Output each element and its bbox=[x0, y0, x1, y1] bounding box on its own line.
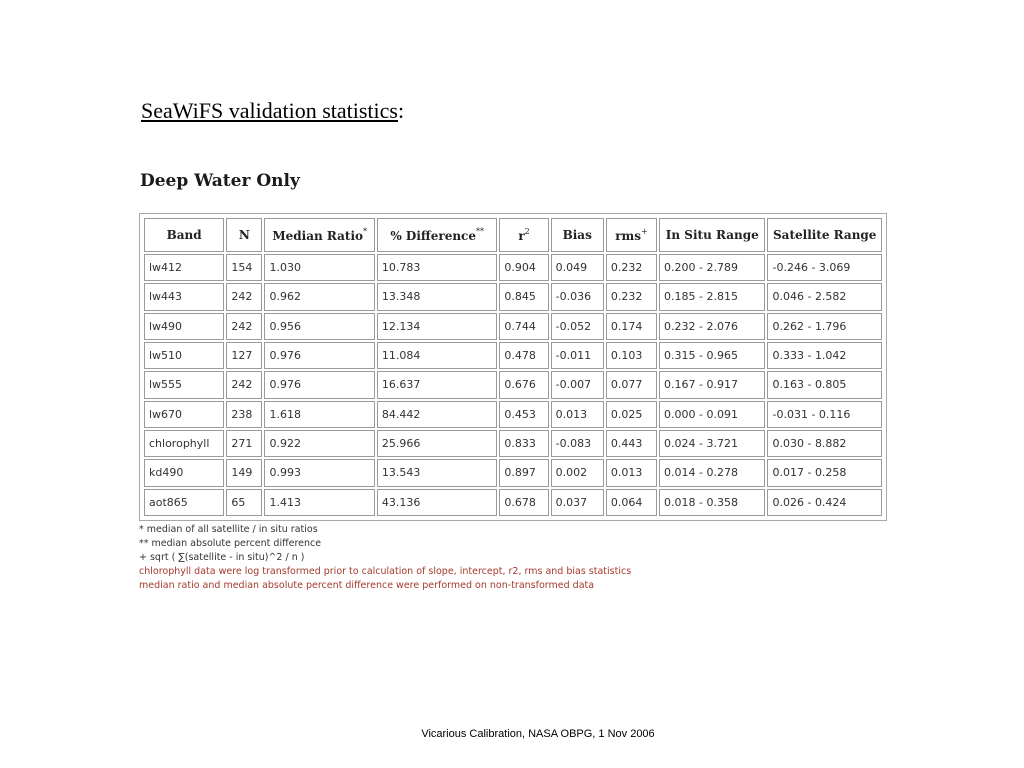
cell-in-situ-range: 0.200 - 2.789 bbox=[659, 254, 765, 281]
footnote-rms: + sqrt ( ∑(satellite - in situ)^2 / n ) bbox=[139, 552, 305, 563]
cell-band: aot865 bbox=[144, 489, 224, 516]
header-in-situ-range: In Situ Range bbox=[659, 218, 765, 252]
cell-n: 238 bbox=[226, 401, 262, 428]
cell-n: 242 bbox=[226, 313, 262, 340]
cell-r-squared: 0.678 bbox=[499, 489, 548, 516]
footnote-log-transform: chlorophyll data were log transformed prior to calculation of slope, intercept, r2, rms and bias statistics bbox=[139, 566, 632, 577]
cell-bias: -0.007 bbox=[551, 371, 604, 398]
cell-percent-difference: 43.136 bbox=[377, 489, 498, 516]
cell-median-ratio: 1.413 bbox=[264, 489, 374, 516]
cell-satellite-range: -0.246 - 3.069 bbox=[767, 254, 882, 281]
table-row bbox=[144, 254, 882, 281]
cell-n: 271 bbox=[226, 430, 262, 457]
header-percent-difference-sup: ** bbox=[476, 227, 484, 236]
footnote-non-transformed: median ratio and median absolute percent difference were performed on non-transformed data bbox=[139, 580, 595, 591]
cell-in-situ-range: 0.315 - 0.965 bbox=[659, 342, 765, 369]
cell-bias: 0.037 bbox=[551, 489, 604, 516]
cell-median-ratio: 0.922 bbox=[264, 430, 374, 457]
cell-r-squared: 0.676 bbox=[499, 371, 548, 398]
header-bias: Bias bbox=[551, 218, 604, 252]
cell-satellite-range: 0.262 - 1.796 bbox=[767, 313, 882, 340]
table-row bbox=[144, 283, 882, 310]
cell-percent-difference: 16.637 bbox=[377, 371, 498, 398]
cell-satellite-range: 0.030 - 8.882 bbox=[767, 430, 882, 457]
cell-in-situ-range: 0.000 - 0.091 bbox=[659, 401, 765, 428]
cell-median-ratio: 0.993 bbox=[264, 459, 374, 486]
cell-rms: 0.064 bbox=[606, 489, 657, 516]
cell-percent-difference: 13.348 bbox=[377, 283, 498, 310]
table-body bbox=[144, 254, 882, 516]
cell-percent-difference: 10.783 bbox=[377, 254, 498, 281]
cell-rms: 0.025 bbox=[606, 401, 657, 428]
cell-r-squared: 0.744 bbox=[499, 313, 548, 340]
cell-n: 127 bbox=[226, 342, 262, 369]
cell-r-squared: 0.453 bbox=[499, 401, 548, 428]
cell-n: 242 bbox=[226, 371, 262, 398]
cell-bias: -0.011 bbox=[551, 342, 604, 369]
statistics-table-frame bbox=[139, 213, 887, 521]
cell-band: lw510 bbox=[144, 342, 224, 369]
header-rms-sup: + bbox=[640, 227, 648, 236]
cell-satellite-range: -0.031 - 0.116 bbox=[767, 401, 882, 428]
cell-rms: 0.013 bbox=[606, 459, 657, 486]
cell-percent-difference: 11.084 bbox=[377, 342, 498, 369]
header-r-squared: $r^2$ bbox=[499, 218, 548, 252]
cell-bias: -0.083 bbox=[551, 430, 604, 457]
header-band: Band bbox=[144, 218, 224, 252]
cell-bias: 0.049 bbox=[551, 254, 604, 281]
cell-in-situ-range: 0.232 - 2.076 bbox=[659, 313, 765, 340]
section-heading: Deep Water Only bbox=[140, 171, 300, 191]
cell-median-ratio: 0.962 bbox=[264, 283, 374, 310]
cell-percent-difference: 25.966 bbox=[377, 430, 498, 457]
header-satellite-range: Satellite Range bbox=[767, 218, 882, 252]
cell-rms: 0.174 bbox=[606, 313, 657, 340]
footnote-percent-difference: ** median absolute percent difference bbox=[139, 538, 322, 549]
cell-n: 149 bbox=[226, 459, 262, 486]
header-r-squared-sup: 2 bbox=[524, 227, 530, 236]
cell-median-ratio: 0.976 bbox=[264, 342, 374, 369]
table-row bbox=[144, 342, 882, 369]
cell-n: 65 bbox=[226, 489, 262, 516]
cell-band: lw555 bbox=[144, 371, 224, 398]
table-row bbox=[144, 371, 882, 398]
table-row bbox=[144, 459, 882, 486]
cell-r-squared: 0.833 bbox=[499, 430, 548, 457]
table-row bbox=[144, 313, 882, 340]
cell-n: 154 bbox=[226, 254, 262, 281]
slide-title-colon: : bbox=[398, 98, 405, 123]
table-row bbox=[144, 401, 882, 428]
slide-title-text: SeaWiFS validation statistics bbox=[141, 98, 398, 123]
cell-rms: 0.232 bbox=[606, 254, 657, 281]
cell-in-situ-range: 0.167 - 0.917 bbox=[659, 371, 765, 398]
table-row bbox=[144, 489, 882, 516]
slide-footer: Vicarious Calibration, NASA OBPG, 1 Nov 2006 bbox=[421, 728, 655, 740]
cell-in-situ-range: 0.024 - 3.721 bbox=[659, 430, 765, 457]
cell-r-squared: 0.845 bbox=[499, 283, 548, 310]
cell-r-squared: 0.478 bbox=[499, 342, 548, 369]
cell-satellite-range: 0.026 - 0.424 bbox=[767, 489, 882, 516]
cell-r-squared: 0.904 bbox=[499, 254, 548, 281]
table-row bbox=[144, 430, 882, 457]
footnotes bbox=[139, 523, 631, 593]
cell-r-squared: 0.897 bbox=[499, 459, 548, 486]
cell-rms: 0.077 bbox=[606, 371, 657, 398]
header-median-ratio-sup: * bbox=[363, 227, 368, 236]
cell-percent-difference: 84.442 bbox=[377, 401, 498, 428]
cell-percent-difference: 12.134 bbox=[377, 313, 498, 340]
statistics-table bbox=[142, 216, 884, 518]
cell-median-ratio: 0.956 bbox=[264, 313, 374, 340]
header-percent-difference: % Difference** bbox=[377, 218, 498, 252]
cell-bias: -0.052 bbox=[551, 313, 604, 340]
cell-band: lw490 bbox=[144, 313, 224, 340]
header-median-ratio: Median Ratio* bbox=[264, 218, 374, 252]
header-n: N bbox=[226, 218, 262, 252]
cell-band: lw443 bbox=[144, 283, 224, 310]
table-header-row bbox=[144, 218, 882, 252]
cell-bias: 0.013 bbox=[551, 401, 604, 428]
cell-bias: 0.002 bbox=[551, 459, 604, 486]
cell-in-situ-range: 0.185 - 2.815 bbox=[659, 283, 765, 310]
cell-satellite-range: 0.333 - 1.042 bbox=[767, 342, 882, 369]
cell-in-situ-range: 0.018 - 0.358 bbox=[659, 489, 765, 516]
cell-rms: 0.443 bbox=[606, 430, 657, 457]
cell-band: chlorophyll bbox=[144, 430, 224, 457]
cell-satellite-range: 0.163 - 0.805 bbox=[767, 371, 882, 398]
cell-band: kd490 bbox=[144, 459, 224, 486]
cell-median-ratio: 0.976 bbox=[264, 371, 374, 398]
footnote-median-ratio: * median of all satellite / in situ ratios bbox=[139, 524, 318, 535]
slide-title bbox=[141, 98, 404, 124]
cell-rms: 0.232 bbox=[606, 283, 657, 310]
cell-rms: 0.103 bbox=[606, 342, 657, 369]
cell-median-ratio: 1.618 bbox=[264, 401, 374, 428]
cell-band: lw670 bbox=[144, 401, 224, 428]
cell-satellite-range: 0.017 - 0.258 bbox=[767, 459, 882, 486]
cell-n: 242 bbox=[226, 283, 262, 310]
header-rms: rms+ bbox=[606, 218, 657, 252]
cell-median-ratio: 1.030 bbox=[264, 254, 374, 281]
cell-band: lw412 bbox=[144, 254, 224, 281]
cell-bias: -0.036 bbox=[551, 283, 604, 310]
cell-in-situ-range: 0.014 - 0.278 bbox=[659, 459, 765, 486]
cell-percent-difference: 13.543 bbox=[377, 459, 498, 486]
cell-satellite-range: 0.046 - 2.582 bbox=[767, 283, 882, 310]
